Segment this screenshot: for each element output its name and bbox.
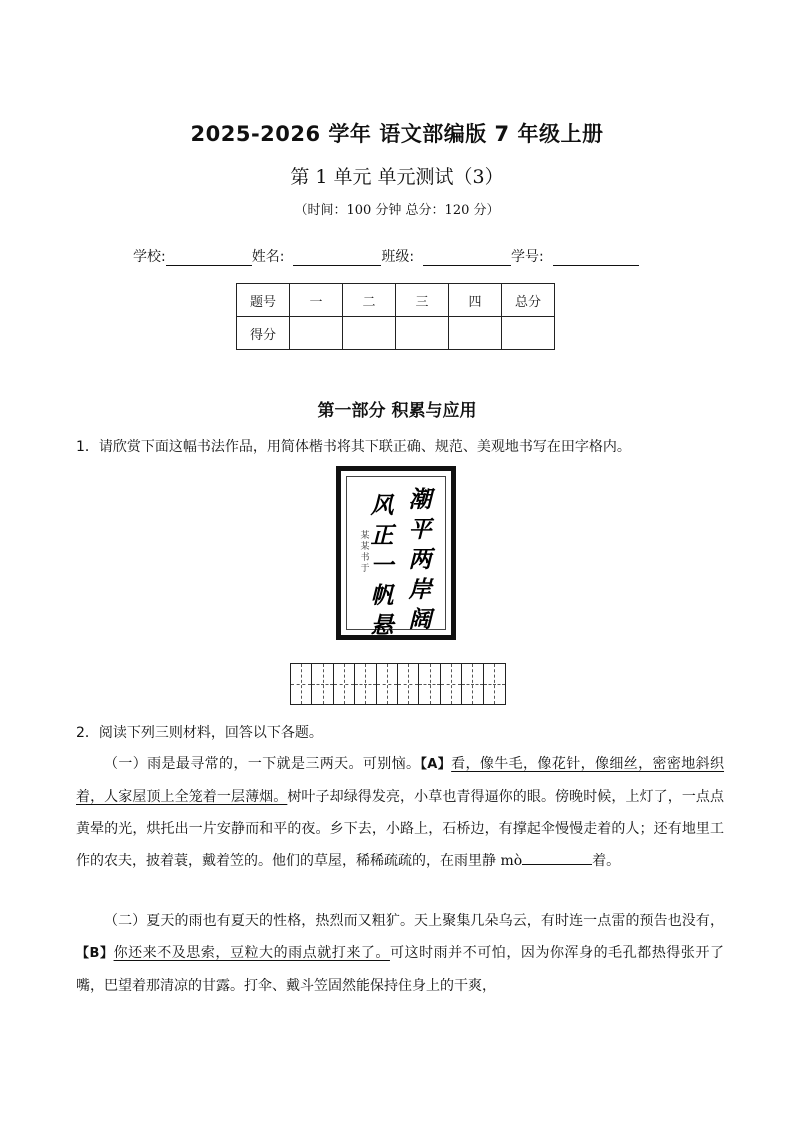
- score-cell-total[interactable]: [502, 317, 555, 350]
- name-blank[interactable]: [293, 249, 381, 266]
- score-col-3: 三: [396, 284, 449, 317]
- underlined-sentence-b: 你还来不及思索，豆粒大的雨点就打来了。: [113, 945, 390, 961]
- tianzige-grid: [290, 663, 506, 705]
- class-label: 班级:: [381, 249, 415, 265]
- score-row-label: 得分: [237, 317, 290, 350]
- score-col-4: 四: [449, 284, 502, 317]
- school-blank[interactable]: [166, 249, 252, 266]
- tianzige-cell[interactable]: [355, 664, 376, 704]
- tianzige-cell[interactable]: [334, 664, 355, 704]
- calligraphy-artwork: [336, 466, 456, 640]
- score-table-header-row: [237, 284, 555, 317]
- student-id-blank[interactable]: [553, 249, 639, 266]
- tianzige-cell[interactable]: [462, 664, 483, 704]
- score-table-header-label: 题号: [237, 284, 290, 317]
- tianzige-cell[interactable]: [312, 664, 333, 704]
- calligraphy-upper-couplet: 潮平两岸阔: [408, 486, 432, 633]
- pinyin-fill-blank[interactable]: [522, 850, 592, 865]
- part-one-heading: 第一部分 积累与应用: [317, 401, 477, 421]
- underlined-sentence-a: 看，像牛毛，像花针，像细丝，密密地斜织着，人家屋顶上全笼着一层薄烟。: [76, 756, 725, 805]
- score-col-1: 一: [290, 284, 343, 317]
- time-info: （时间：100 分钟 总分：120 分）: [294, 203, 500, 218]
- score-cell-1[interactable]: [290, 317, 343, 350]
- material-1-lead: （一）雨是最寻常的，一下就是三两天。可别恼。: [104, 756, 421, 772]
- marker-a: 【A】: [420, 757, 452, 772]
- tianzige-cell[interactable]: [377, 664, 398, 704]
- material-2-lead: （二）夏天的雨也有夏天的性格，热烈而又粗犷。天上聚集几朵乌云，有时连一点雷的预告也没有，: [104, 913, 724, 929]
- score-col-2: 二: [343, 284, 396, 317]
- score-cell-2[interactable]: [343, 317, 396, 350]
- material-1-paragraph: [76, 748, 724, 877]
- tianzige-cell[interactable]: [484, 664, 505, 704]
- unit-subtitle: 第 1 单元 单元测试（3）: [290, 166, 504, 188]
- student-info-row: [133, 246, 639, 266]
- material-1-rest: 树叶子却绿得发亮，小草也青得逼你的眼。傍晚时候，上灯了，一点点黄晕的光，烘托出一片安静而和平的夜。乡下去，小路上，石桥边，有撑起伞慢慢走着的人；还有地里工作的农夫，披着蓑，戴着笠的。他们的草屋，稀稀疏疏的，在雨里静 mò: [76, 789, 725, 869]
- material-2-rest: 可这时雨并不可怕，因为你浑身的毛孔都热得张开了嘴，巴望着那清凉的甘露。打伞、戴斗笠固然能保持住身上的干爽，: [76, 945, 725, 994]
- question-1-prompt: 1．请欣赏下面这幅书法作品，用简体楷书将其下联正确、规范、美观地书写在田字格内。: [76, 439, 631, 455]
- document-title: 2025-2026 学年 语文部编版 7 年级上册: [190, 122, 604, 146]
- tianzige-cell[interactable]: [419, 664, 440, 704]
- score-cell-4[interactable]: [449, 317, 502, 350]
- score-table-score-row: [237, 317, 555, 350]
- name-label: 姓名:: [251, 249, 285, 265]
- class-blank[interactable]: [423, 249, 511, 266]
- material-2-paragraph: [76, 905, 724, 1002]
- score-cell-3[interactable]: [396, 317, 449, 350]
- score-table: [236, 283, 555, 350]
- calligraphy-inner-frame: [346, 476, 446, 639]
- tianzige-cell[interactable]: [441, 664, 462, 704]
- marker-b: 【B】: [76, 946, 114, 961]
- school-label: 学校:: [133, 249, 166, 265]
- tianzige-cell[interactable]: [398, 664, 419, 704]
- tianzige-cell[interactable]: [291, 664, 312, 704]
- student-id-label: 学号:: [510, 249, 544, 265]
- calligraphy-signature: 某某书于: [360, 531, 370, 574]
- material-1-end: 着。: [592, 853, 621, 869]
- calligraphy-lower-couplet: 风正一帆悬: [370, 492, 394, 639]
- question-2-prompt: 2．阅读下列三则材料，回答以下各题。: [76, 725, 323, 741]
- score-col-total: 总分: [502, 284, 555, 317]
